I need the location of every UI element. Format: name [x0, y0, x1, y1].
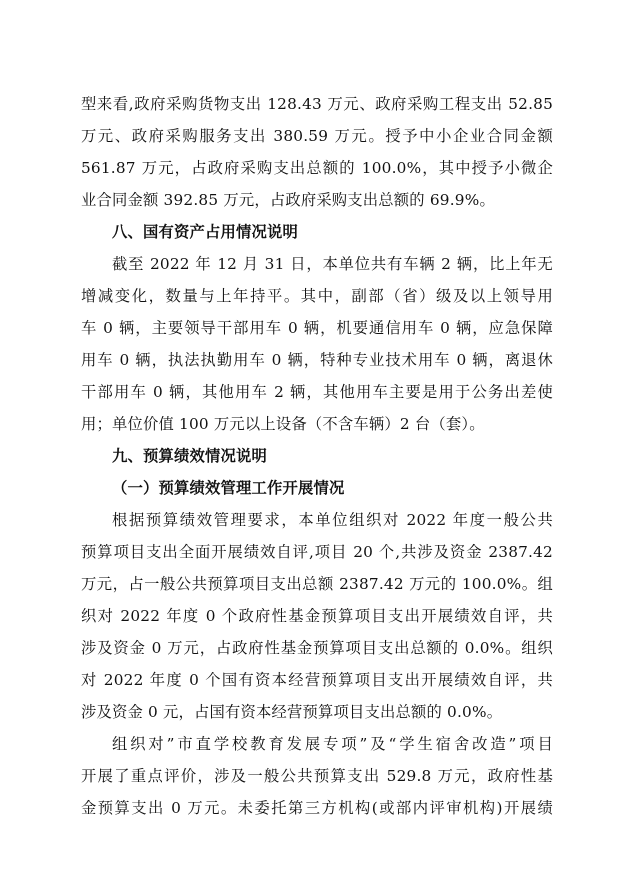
text-line: 业合同金额 392.85 万元，占政府采购支出总额的 69.9%。	[81, 191, 495, 209]
text-line: 干部用车 0 辆，其他用车 2 辆，其他用车主要是用于公务出差使	[81, 383, 553, 401]
text-line: 开展了重点评价，涉及一般公共预算支出 529.8 万元，政府性基	[81, 767, 553, 785]
text-line: 涉及资金 0 元，占国有资本经营预算项目支出总额的 0.0%。	[81, 703, 503, 721]
text-line: 增减变化，数量与上年持平。其中，副部（省）级及以上领导用	[81, 287, 553, 305]
text-line: 织对 2022 年度 0 个政府性基金预算项目支出开展绩效自评，共	[81, 607, 553, 625]
text-line: 万元，占一般公共预算项目支出总额 2387.42 万元的 100.0%。组	[81, 575, 553, 593]
section-heading-9: 九、预算绩效情况说明	[112, 447, 267, 465]
text-line: 预算项目支出全面开展绩效自评,项目 20 个,共涉及资金 2387.42	[81, 543, 553, 561]
text-line: 车 0 辆，主要领导干部用车 0 辆，机要通信用车 0 辆，应急保障	[81, 319, 553, 337]
text-line: 根据预算绩效管理要求，本单位组织对 2022 年度一般公共	[112, 511, 553, 529]
text-line: 对 2022 年度 0 个国有资本经营预算项目支出开展绩效自评，共	[81, 671, 553, 689]
text-line: 组织对”市直学校教育发展专项”及“学生宿舍改造”项目	[112, 735, 553, 753]
text-line: 万元、政府采购服务支出 380.59 万元。授予中小企业合同金额	[81, 127, 553, 145]
subsection-heading-1: （一）预算绩效管理工作开展情况	[112, 479, 345, 497]
text-line: 型来看,政府采购货物支出 128.43 万元、政府采购工程支出 52.85	[81, 95, 553, 113]
text-line: 用；单位价值 100 万元以上设备（不含车辆）2 台（套）。	[81, 415, 485, 433]
text-line: 截至 2022 年 12 月 31 日，本单位共有车辆 2 辆，比上年无	[112, 255, 553, 273]
text-line: 金预算支出 0 万元。未委托第三方机构(或部内评审机构)开展绩	[81, 799, 553, 817]
text-line: 561.87 万元，占政府采购支出总额的 100.0%，其中授予小微企	[81, 159, 553, 177]
text-line: 用车 0 辆，执法执勤用车 0 辆，特种专业技术用车 0 辆，离退休	[81, 351, 553, 369]
text-line: 涉及资金 0 万元，占政府性基金预算项目支出总额的 0.0%。组织	[81, 639, 553, 657]
section-heading-8: 八、国有资产占用情况说明	[112, 223, 298, 241]
